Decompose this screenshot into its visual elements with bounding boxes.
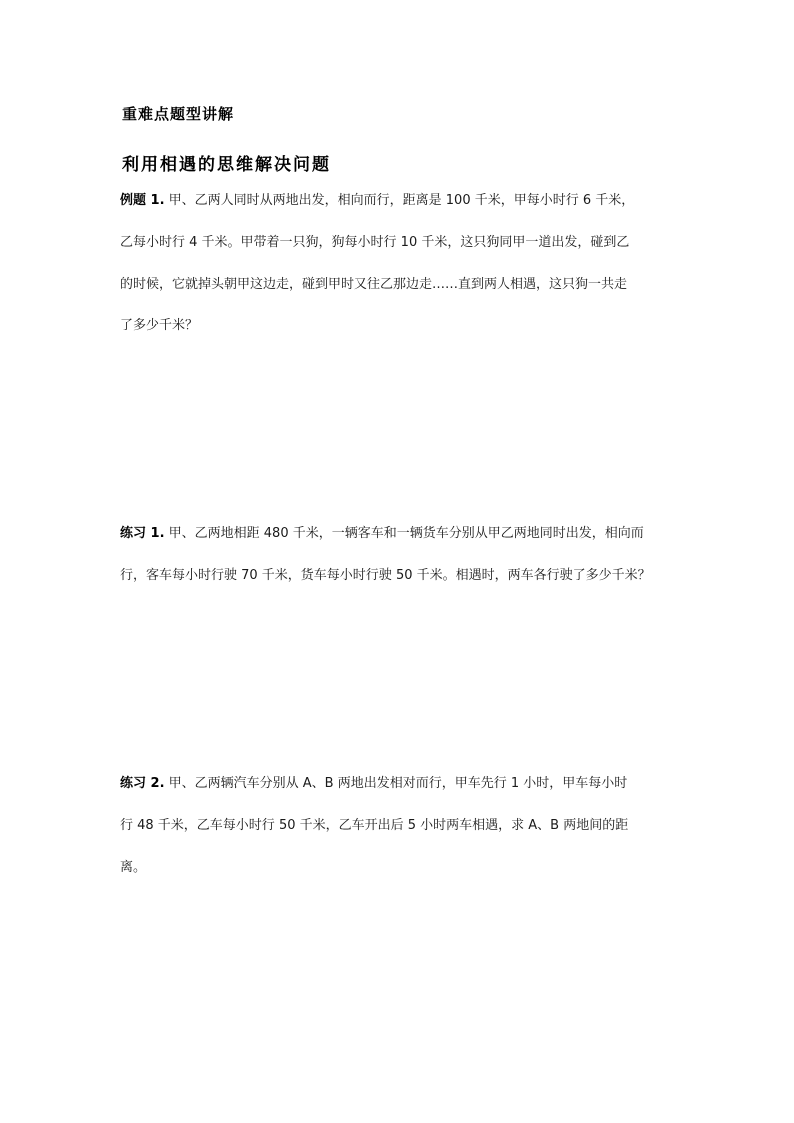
topic-title: 利用相遇的思维解决问题	[122, 155, 331, 175]
problem-text-line: 了多少千米？	[120, 318, 199, 333]
problem-label: 练习 2.	[120, 776, 165, 791]
problem-text-line: 行 48 千米，乙车每小时行 50 千米，乙车开出后 5 小时两车相遇，求 A、B 两地间的距	[120, 818, 629, 833]
problem-text-line: 甲、乙两人同时从两地出发，相向而行，距离是 100 千米，甲每小时行 6 千米，	[168, 193, 635, 208]
problem-text-line: 乙每小时行 4 千米。甲带着一只狗，狗每小时行 10 千米，这只狗同甲一道出发，碰到乙	[120, 235, 630, 250]
problem-text-line: 的时候，它就掉头朝甲这边走，碰到甲时又往乙那边走……直到两人相遇，这只狗一共走	[120, 277, 628, 292]
problem-label: 例题 1.	[120, 193, 165, 208]
section-title: 重难点题型讲解	[122, 105, 235, 123]
problem-label: 练习 1.	[120, 526, 165, 541]
problem-text-line: 离。	[120, 860, 147, 875]
problem-text-line: 甲、乙两地相距 480 千米，一辆客车和一辆货车分别从甲乙两地同时出发，相向而	[168, 526, 644, 541]
problem-text-line: 甲、乙两辆汽车分别从 A、B 两地出发相对而行，甲车先行 1 小时，甲车每小时	[168, 776, 628, 791]
problem-text-line: 行，客车每小时行驶 70 千米，货车每小时行驶 50 千米。相遇时，两车各行驶了多少千米？	[120, 568, 651, 583]
